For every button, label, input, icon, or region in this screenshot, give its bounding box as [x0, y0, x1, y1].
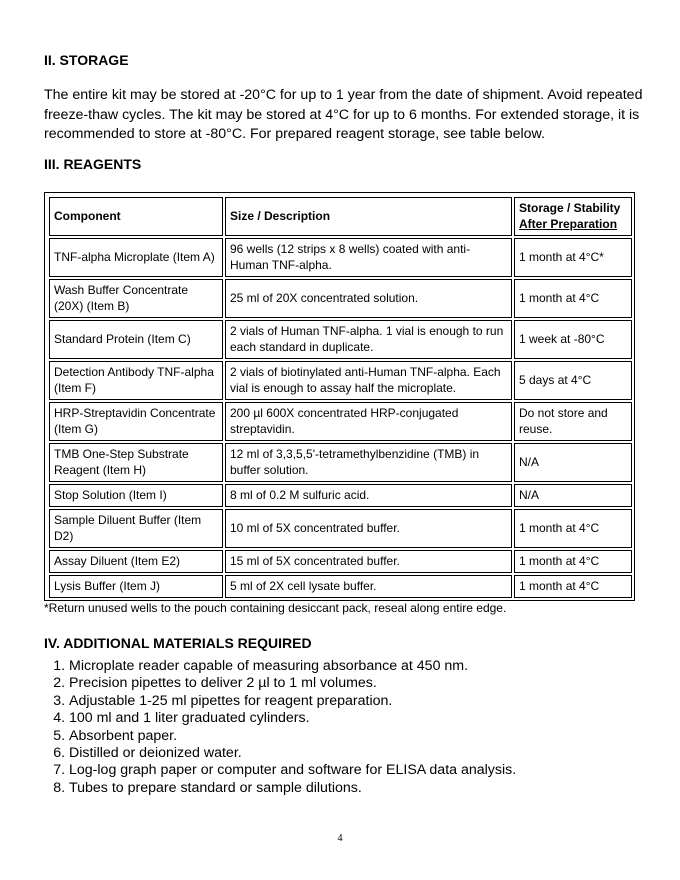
cell-component: Sample Diluent Buffer (Item D2) [49, 509, 223, 548]
storage-paragraph: The entire kit may be stored at -20°C for up to 1 year from the date of shipment. Avoid repeated freeze-thaw cycles. The kit may be stored at 4°C for up to 6 months. For extended storage, it is recommended to store at -80°C. For prepared reagent storage, see table below. [44, 87, 643, 142]
cell-size: 15 ml of 5X concentrated buffer. [225, 550, 512, 573]
column-header-storage [514, 197, 632, 236]
list-item: 3. Adjustable 1-25 ml pipettes for reagent preparation. [69, 693, 516, 710]
cell-component: Assay Diluent (Item E2) [49, 550, 223, 573]
table-row [49, 279, 632, 318]
cell-size: 25 ml of 20X concentrated solution. [225, 279, 512, 318]
list-item: 8. Tubes to prepare standard or sample dilutions. [69, 780, 516, 797]
table-row [49, 484, 632, 507]
table-footnote: *Return unused wells to the pouch containing desiccant pack, reseal along entire edge. [44, 601, 507, 615]
table-row [49, 402, 632, 441]
cell-size: 2 vials of biotinylated anti-Human TNF-alpha. Each vial is enough to assay half the microplate. [225, 361, 512, 400]
cell-size: 10 ml of 5X concentrated buffer. [225, 509, 512, 548]
cell-component: Stop Solution (Item I) [49, 484, 223, 507]
cell-size: 2 vials of Human TNF-alpha. 1 vial is enough to run each standard in duplicate. [225, 320, 512, 359]
table-row [49, 238, 632, 277]
reagents-table [47, 195, 634, 600]
cell-storage: 1 month at 4°C* [514, 238, 632, 277]
page-number: 4 [337, 833, 343, 844]
cell-size: 200 µl 600X concentrated HRP-conjugated streptavidin. [225, 402, 512, 441]
table-row [49, 550, 632, 573]
materials-heading: IV. ADDITIONAL MATERIALS REQUIRED [44, 635, 312, 651]
cell-size: 5 ml of 2X cell lysate buffer. [225, 575, 512, 598]
cell-storage: 5 days at 4°C [514, 361, 632, 400]
cell-component: Lysis Buffer (Item J) [49, 575, 223, 598]
table-header-row [49, 197, 632, 236]
cell-storage: 1 month at 4°C [514, 575, 632, 598]
table-row [49, 575, 632, 598]
cell-storage: 1 month at 4°C [514, 279, 632, 318]
cell-storage: Do not store and reuse. [514, 402, 632, 441]
table-row [49, 320, 632, 359]
cell-component: HRP-Streptavidin Concentrate (Item G) [49, 402, 223, 441]
list-item: 4. 100 ml and 1 liter graduated cylinders. [69, 710, 516, 727]
list-item: 5. Absorbent paper. [69, 728, 516, 745]
list-item: 2. Precision pipettes to deliver 2 µl to 1 ml volumes. [69, 675, 516, 692]
table-row [49, 443, 632, 482]
table-row [49, 509, 632, 548]
cell-size: 96 wells (12 strips x 8 wells) coated with anti-Human TNF-alpha. [225, 238, 512, 277]
cell-component: Detection Antibody TNF-alpha (Item F) [49, 361, 223, 400]
cell-storage: N/A [514, 443, 632, 482]
cell-storage: N/A [514, 484, 632, 507]
table-row [49, 361, 632, 400]
cell-component: Standard Protein (Item C) [49, 320, 223, 359]
cell-size: 8 ml of 0.2 M sulfuric acid. [225, 484, 512, 507]
column-header-component: Component [49, 197, 223, 236]
cell-component: TMB One-Step Substrate Reagent (Item H) [49, 443, 223, 482]
reagents-heading: III. REAGENTS [44, 156, 142, 172]
cell-storage: 1 month at 4°C [514, 509, 632, 548]
column-header-storage-line1: Storage / Stability [519, 201, 621, 215]
cell-size: 12 ml of 3,3,5,5'-tetramethylbenzidine (TMB) in buffer solution. [225, 443, 512, 482]
materials-list [44, 658, 516, 797]
list-item: 1. Microplate reader capable of measuring absorbance at 450 nm. [69, 658, 516, 675]
cell-component: Wash Buffer Concentrate (20X) (Item B) [49, 279, 223, 318]
column-header-storage-line2: After Preparation [519, 216, 618, 231]
cell-storage: 1 week at -80°C [514, 320, 632, 359]
cell-storage: 1 month at 4°C [514, 550, 632, 573]
column-header-size: Size / Description [225, 197, 512, 236]
cell-component: TNF-alpha Microplate (Item A) [49, 238, 223, 277]
reagents-table-frame [44, 192, 635, 601]
list-item: 7. Log-log graph paper or computer and software for ELISA data analysis. [69, 762, 516, 779]
list-item: 6. Distilled or deionized water. [69, 745, 516, 762]
storage-heading: II. STORAGE [44, 52, 129, 68]
